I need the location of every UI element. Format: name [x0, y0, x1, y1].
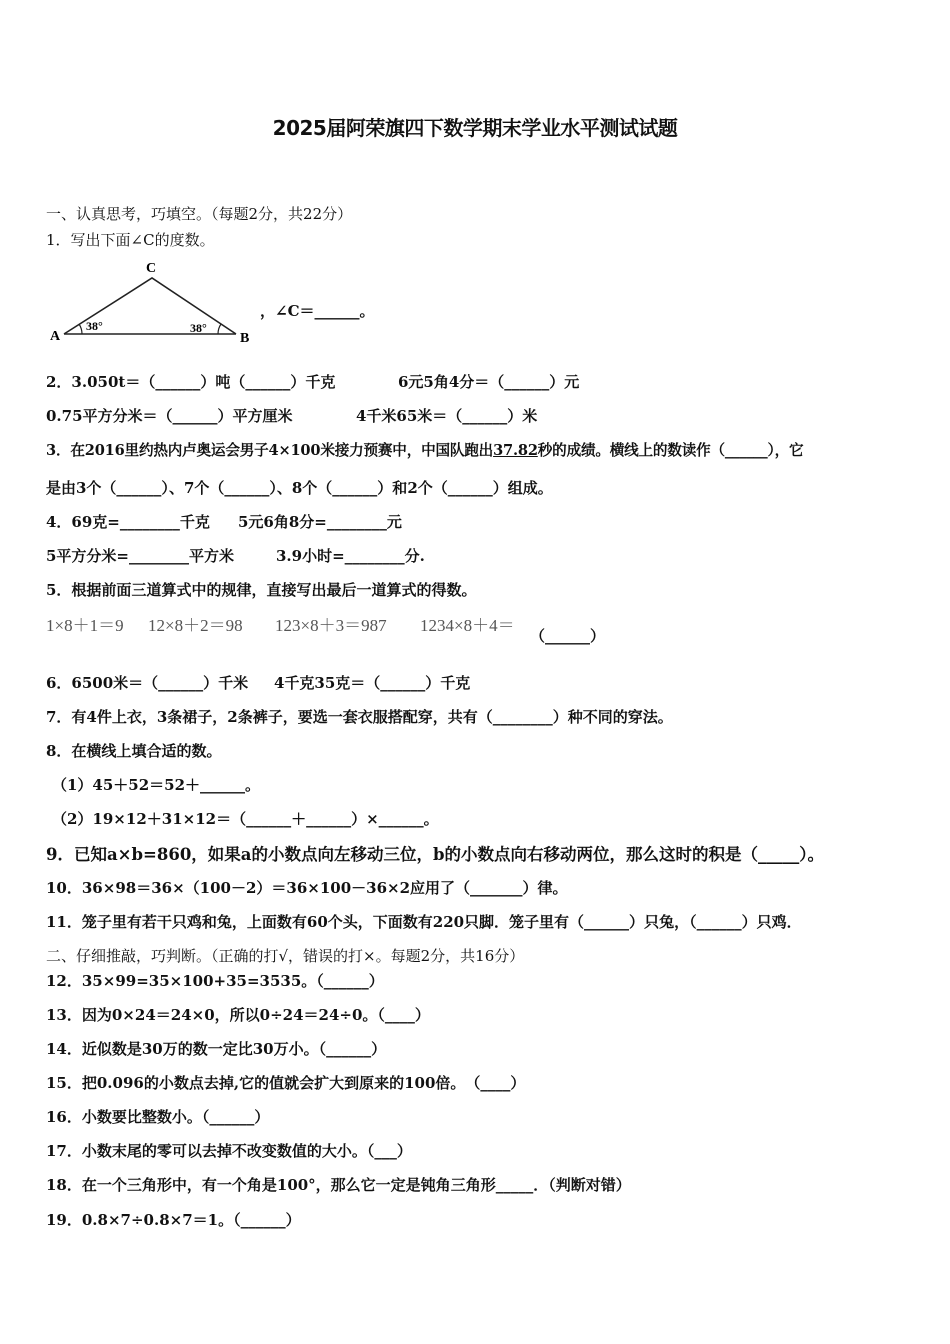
- question-2-line2a: 0.75平方分米＝（______）平方厘米: [46, 407, 293, 425]
- question-8: 8．在横线上填合适的数。: [46, 742, 222, 760]
- section-2-heading: 二、仔细推敲，巧判断。（正确的打√，错误的打×。每题2分，共16分）: [46, 947, 525, 965]
- question-7: 7．有4件上衣，3条裙子，2条裤子，要选一套衣服搭配穿，共有（________）种不同的穿法。: [46, 708, 673, 726]
- question-2-line1a: 2．3.050t＝（______）吨（______）千克: [46, 373, 336, 391]
- question-4-line2a: 5平方分米=________平方米: [46, 547, 235, 565]
- question-2-line1b: 6元5角4分＝（______）元: [398, 373, 580, 391]
- question-1-answer: ，∠C＝______。: [260, 302, 375, 320]
- vertex-a-label: A: [50, 329, 61, 344]
- question-19: 19．0.8×7÷0.8×7＝1。（______）: [46, 1211, 301, 1229]
- question-3-number: 37.82: [493, 442, 538, 459]
- question-18: 18．在一个三角形中，有一个角是100°，那么它一定是钝角三角形_____．（判断对错）: [46, 1176, 631, 1194]
- question-3-line2: 是由3个（______）、7个（______）、8个（______）和2个（______）组成。: [46, 479, 553, 497]
- question-10: 10．36×98＝36×（100－2）＝36×100－36×2应用了（_______）律。: [46, 879, 568, 897]
- question-4-line1b: 5元6角8分=________元: [238, 513, 402, 531]
- q5-expr-4: 1234×8＋4＝: [420, 616, 515, 635]
- question-4-line1a: 4．69克=________千克: [46, 513, 210, 531]
- question-3-post: 秒的成绩。横线上的数读作（______），它: [537, 442, 804, 459]
- angle-a-label: 38°: [86, 319, 103, 333]
- question-14: 14．近似数是30万的数一定比30万小。（______）: [46, 1040, 387, 1058]
- question-12: 12．35×99=35×100+35=3535。（______）: [46, 972, 384, 990]
- vertex-b-label: B: [240, 331, 250, 346]
- question-4-line2b: 3.9小时=________分.: [276, 547, 425, 565]
- section-1-heading: 一、认真思考，巧填空。（每题2分，共22分）: [46, 205, 353, 223]
- angle-b-label: 38°: [190, 321, 207, 335]
- page-title: 2025届阿荣旗四下数学期末学业水平测试试题: [272, 116, 678, 140]
- question-8-part1: （1）45＋52＝52＋______。: [52, 776, 261, 794]
- question-15: 15．把0.096的小数点去掉,它的值就会扩大到原来的100倍。 （____）: [46, 1074, 526, 1092]
- vertex-c-label: C: [146, 261, 157, 276]
- question-11: 11．笼子里有若干只鸡和兔，上面数有60个头，下面数有220只脚．笼子里有（______）只兔，（______）只鸡．: [46, 913, 802, 931]
- question-9: 9．已知a×b=860，如果a的小数点向左移动三位，b的小数点向右移动两位，那么这时的积是（_____）。: [46, 845, 825, 864]
- question-5-blank: （______）: [530, 627, 606, 645]
- question-8-part2: （2）19×12＋31×12＝（______＋______）×______。: [52, 810, 439, 828]
- question-17: 17．小数末尾的零可以去掉不改变数值的大小。（___）: [46, 1142, 412, 1160]
- question-5: 5．根据前面三道算式中的规律，直接写出最后一道算式的得数。: [46, 581, 477, 599]
- question-2-line2b: 4千米65米＝（______）米: [356, 407, 538, 425]
- question-6b: 4千克35克＝（______）千克: [274, 674, 471, 692]
- question-6a: 6．6500米＝（______）千米: [46, 674, 249, 692]
- q5-expr-2: 12×8＋2＝98: [148, 616, 243, 635]
- question-16: 16．小数要比整数小。（______）: [46, 1108, 270, 1126]
- triangle-figure: [48, 258, 258, 350]
- question-13: 13．因为0×24＝24×0，所以0÷24＝24÷0。（____）: [46, 1006, 430, 1024]
- question-3-pre: 3．在2016里约热内卢奥运会男子4×100米接力预赛中，中国队跑出: [46, 442, 494, 459]
- question-3-line1: [46, 439, 803, 460]
- q5-expr-3: 123×8＋3＝987: [275, 616, 387, 635]
- q5-expr-1: 1×8＋1＝9: [46, 616, 124, 635]
- question-1: 1．写出下面∠C的度数。: [46, 231, 215, 249]
